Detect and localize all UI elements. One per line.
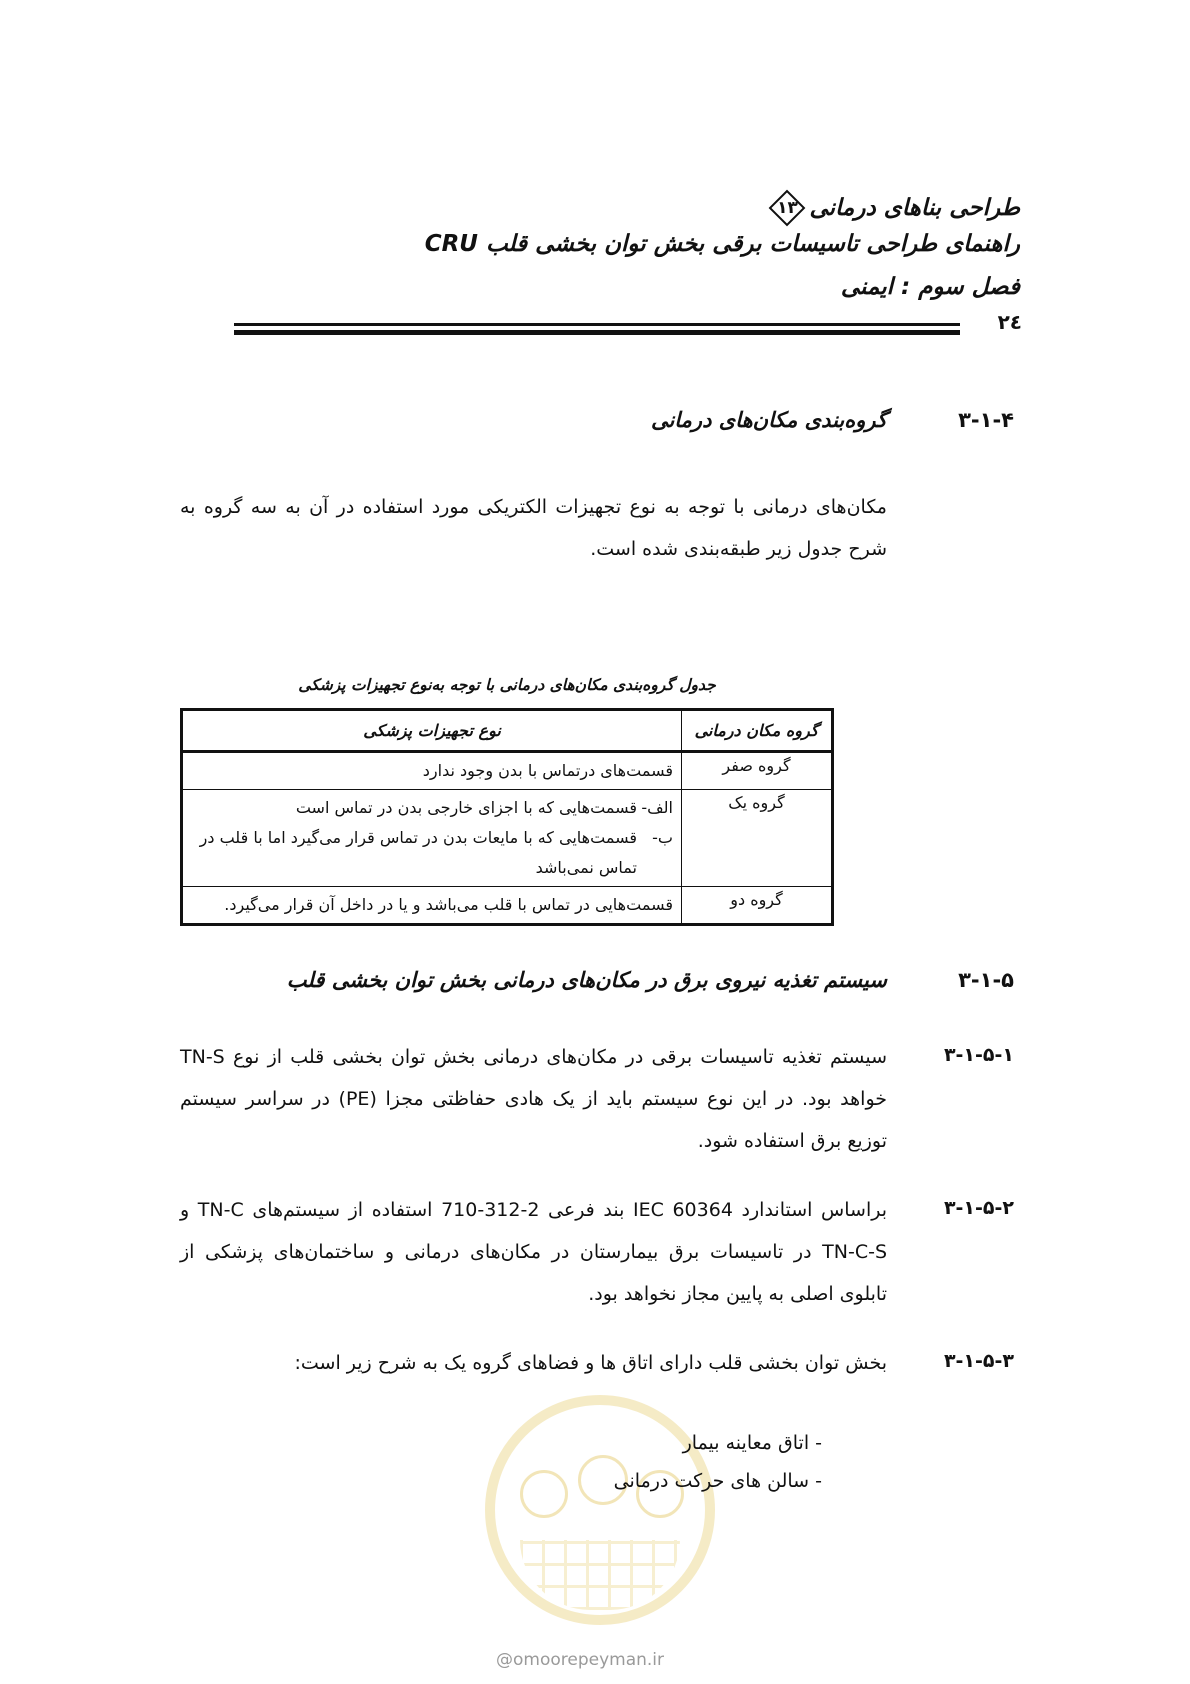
table-caption: جدول گروه‌بندی مکان‌های درمانی با توجه به‌نوع تجهیزات پزشکی	[298, 676, 716, 694]
table-sub-item	[191, 823, 673, 883]
clause-number: ۳-۱-۵-۲	[943, 1197, 1014, 1219]
book-number: ۱۳	[777, 198, 798, 218]
section-4-number: ۳-۱-۴	[958, 408, 1014, 432]
header-divider	[234, 323, 960, 326]
table-sub-item	[191, 793, 673, 823]
section-5-number: ۳-۱-۵	[958, 968, 1014, 992]
chapter-title: فصل سوم : ایمنی	[840, 274, 1020, 300]
sub-item-text: قسمت‌هایی که با اجزای خارجی بدن در تماس است	[295, 798, 637, 817]
section-4-title: گروه‌بندی مکان‌های درمانی	[650, 408, 887, 432]
section-5-title: سیستم تغذیه نیروی برق در مکان‌های درمانی بخش توان بخشی قلب	[286, 968, 887, 992]
table-cell-text: قسمت‌های درتماس با بدن وجود ندارد	[422, 761, 673, 780]
table-cell-equipment	[182, 887, 682, 925]
guide-title: راهنمای طراحی تاسیسات برقی بخش توان بخشی قلب CRU	[424, 231, 1020, 257]
book-title: طراحی بناهای درمانی	[809, 195, 1020, 221]
clause-text: سیستم تغذیه تاسیسات برقی در مکان‌های درمانی بخش توان بخشی قلب از نوع TN-S خواهد بود. در این نوع سیستم باید از یک هادی حفاظتی مجزا (PE) در سراسر سیستم توزیع برق استفاده شود.	[180, 1046, 888, 1152]
table-cell-text: قسمت‌هایی در تماس با قلب می‌باشد و یا در داخل آن قرار می‌گیرد.	[224, 895, 673, 914]
watermark-url: @omoorepeyman.ir	[496, 1650, 665, 1670]
table-cell-group: گروه دو	[682, 887, 833, 925]
table-header-equipment: نوع تجهیزات پزشکی	[182, 710, 682, 752]
table-cell-equipment	[182, 752, 682, 790]
table-header-row	[182, 710, 833, 752]
list-item: - اتاق معاینه بیمار	[682, 1432, 822, 1454]
watermark-emblem-icon	[520, 1470, 568, 1518]
page-number: ۲٤	[997, 310, 1022, 334]
section-4-paragraph: مکان‌های درمانی با توجه به نوع تجهیزات الکتریکی مورد استفاده در آن به سه گروه به شرح جدول زیر طبقه‌بندی شده است.	[180, 496, 887, 560]
clause-number: ۳-۱-۵-۳	[943, 1350, 1014, 1372]
medical-location-groups-table	[180, 708, 834, 926]
table-header-group: گروه مکان درمانی	[682, 710, 833, 752]
sub-item-marker: ب-	[652, 828, 673, 847]
list-item: - سالن های حرکت درمانی	[613, 1470, 822, 1492]
table-row	[182, 790, 833, 887]
sub-item-marker: الف-	[641, 798, 673, 817]
clause-number: ۳-۱-۵-۱	[943, 1044, 1014, 1066]
table-row	[182, 887, 833, 925]
header-divider-thick	[234, 330, 960, 335]
table-cell-group: گروه صفر	[682, 752, 833, 790]
clause-text: براساس استاندارد IEC 60364 بند فرعی 2-312-710 استفاده از سیستم‌های TN-C و TN-C-S در تاسیسات برق بیمارستان در مکان‌های درمانی و ساختمان‌های پزشکی از تابلوی اصلی به پایین مجاز نخواهد بود.	[180, 1199, 887, 1305]
clause-text: بخش توان بخشی قلب دارای اتاق ها و فضاهای گروه یک به شرح زیر است:	[294, 1352, 887, 1374]
table-cell-equipment	[182, 790, 682, 887]
header-book-title-row	[767, 188, 1020, 228]
table-row	[182, 752, 833, 790]
sub-item-text: قسمت‌هایی که با مایعات بدن در تماس قرار می‌گیرد اما با قلب در تماس نمی‌باشد	[199, 828, 637, 877]
book-number-diamond-icon	[767, 188, 807, 228]
table-cell-group: گروه یک	[682, 790, 833, 887]
